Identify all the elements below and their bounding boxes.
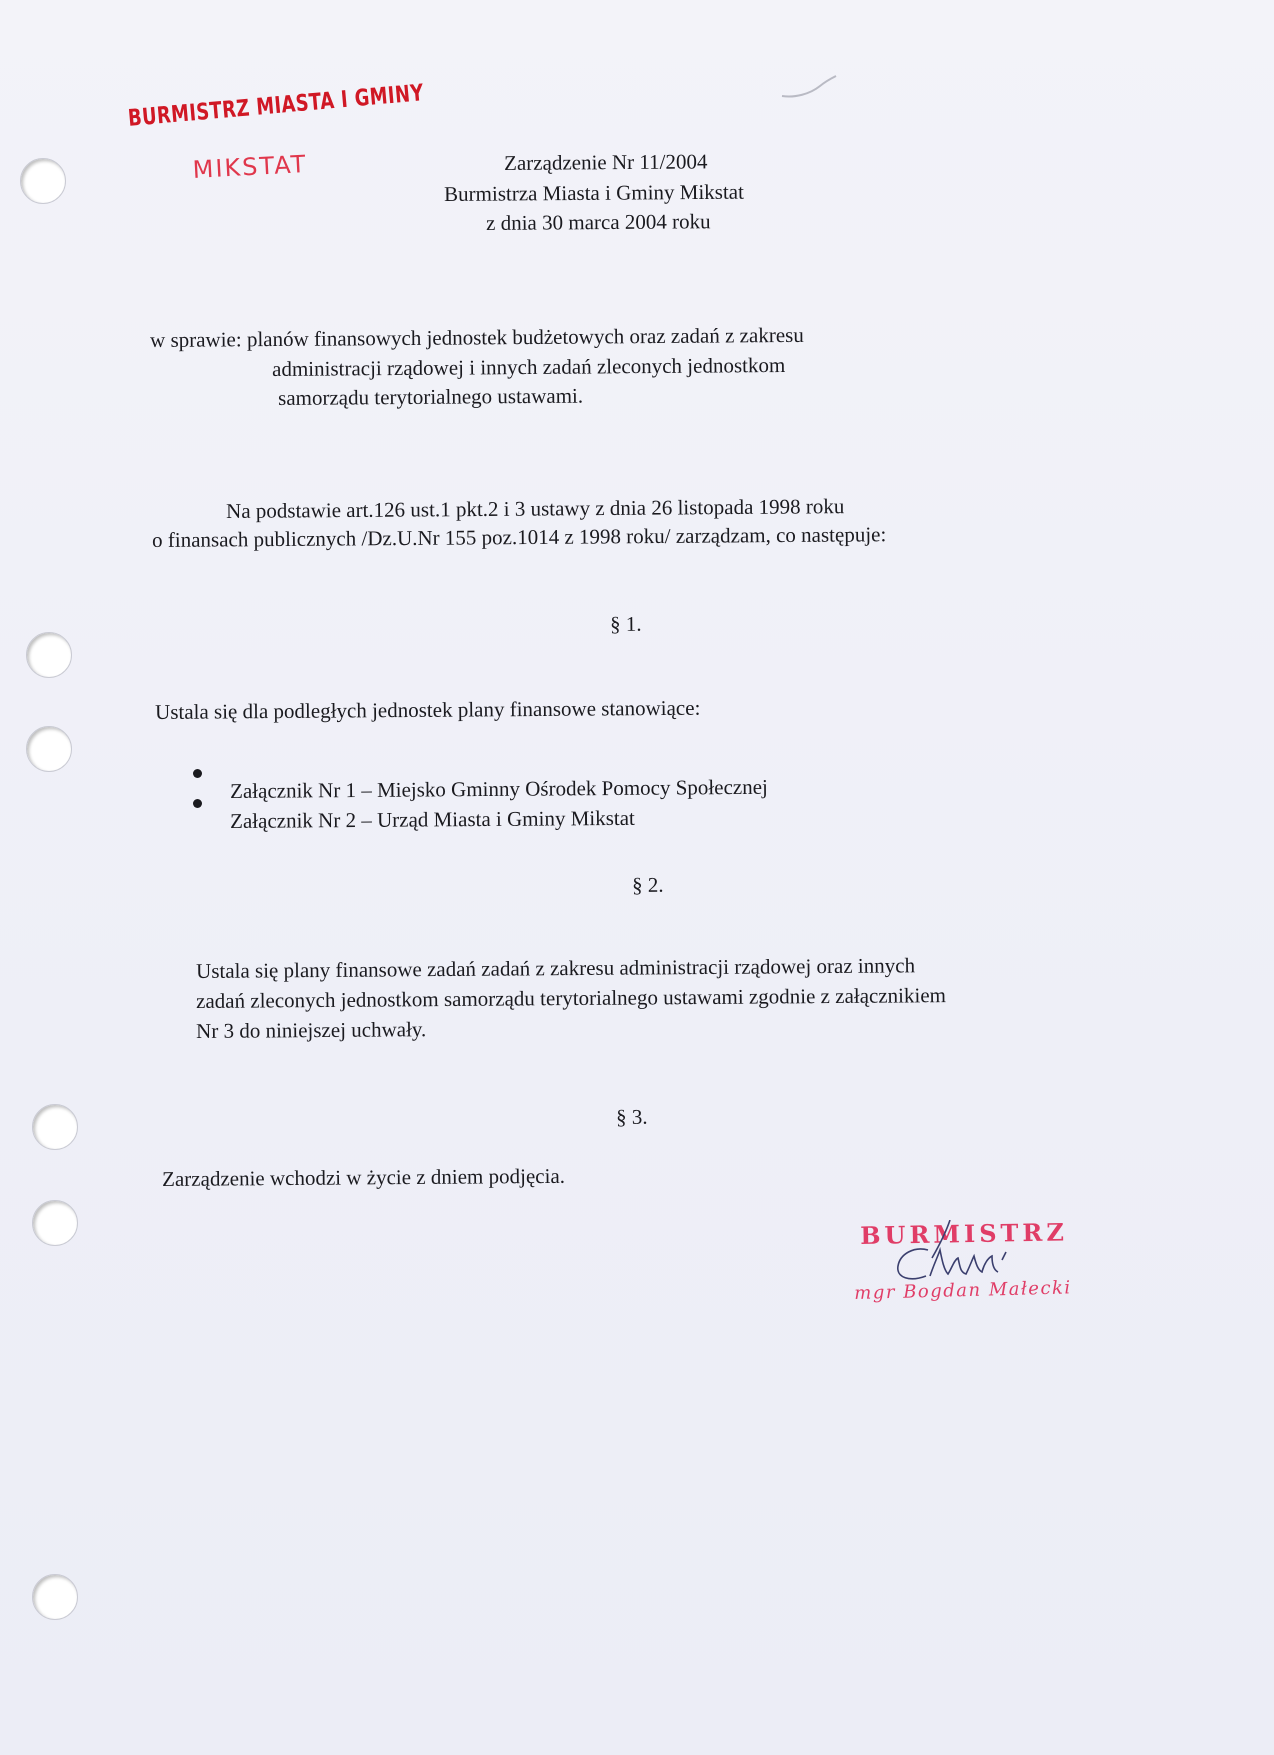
subject-line-3: samorządu terytorialnego ustawami. (278, 383, 584, 410)
subject-line-1: w sprawie: planów finansowych jednostek budżetowych oraz zadań z zakresu (150, 322, 804, 352)
paper-mark (780, 72, 840, 102)
list-item: Załącznik Nr 2 – Urząd Miasta i Gminy Mikstat (230, 805, 635, 833)
bullet-dot (193, 799, 202, 808)
section-2-line-1: Ustala się plany finansowe zadań zadań z zakresu administracji rządowej oraz innych (196, 953, 916, 983)
bullet-dot (193, 769, 202, 778)
signature-stamp-name: mgr Bogdan Małecki (854, 1277, 1072, 1304)
section-2-heading: § 2. (632, 872, 664, 897)
section-2-line-2: zadań zleconych jednostkom samorządu terytorialnego ustawami zgodnie z załącznikiem (196, 983, 947, 1013)
punch-hole (26, 726, 72, 772)
document-title: Zarządzenie Nr 11/2004 (504, 149, 708, 175)
section-3-text: Zarządzenie wchodzi w życie z dniem podjęcia. (162, 1163, 566, 1191)
document-issuer: Burmistrza Miasta i Gminy Mikstat (444, 179, 744, 206)
punch-hole (20, 158, 66, 204)
preamble-line-1: Na podstawie art.126 ust.1 pkt.2 i 3 ustawy z dnia 26 listopada 1998 roku (226, 494, 845, 523)
preamble-line-2: o finansach publicznych /Dz.U.Nr 155 poz.1014 z 1998 roku/ zarządzam, co następuje: (152, 522, 887, 552)
punch-hole (32, 1200, 78, 1246)
office-stamp-line1: BURMISTRZ MIASTA I GMINY (127, 80, 425, 132)
punch-hole (32, 1574, 78, 1620)
section-3-heading: § 3. (616, 1104, 648, 1129)
punch-hole (32, 1104, 78, 1150)
subject-line-2: administracji rządowej i innych zadań zleconych jednostkom (272, 352, 786, 381)
list-item: Załącznik Nr 1 – Miejsko Gminny Ośrodek Pomocy Społecznej (230, 774, 768, 803)
signature-stamp-title: BURMISTRZ (860, 1217, 1069, 1250)
punch-hole (26, 632, 72, 678)
document-date: z dnia 30 marca 2004 roku (486, 209, 711, 235)
section-1-intro: Ustala się dla podległych jednostek plany finansowe stanowiące: (155, 695, 701, 724)
office-stamp-line2: MIKSTAT (192, 149, 309, 184)
section-1-heading: § 1. (610, 611, 642, 636)
section-2-line-3: Nr 3 do niniejszej uchwały. (196, 1017, 427, 1043)
